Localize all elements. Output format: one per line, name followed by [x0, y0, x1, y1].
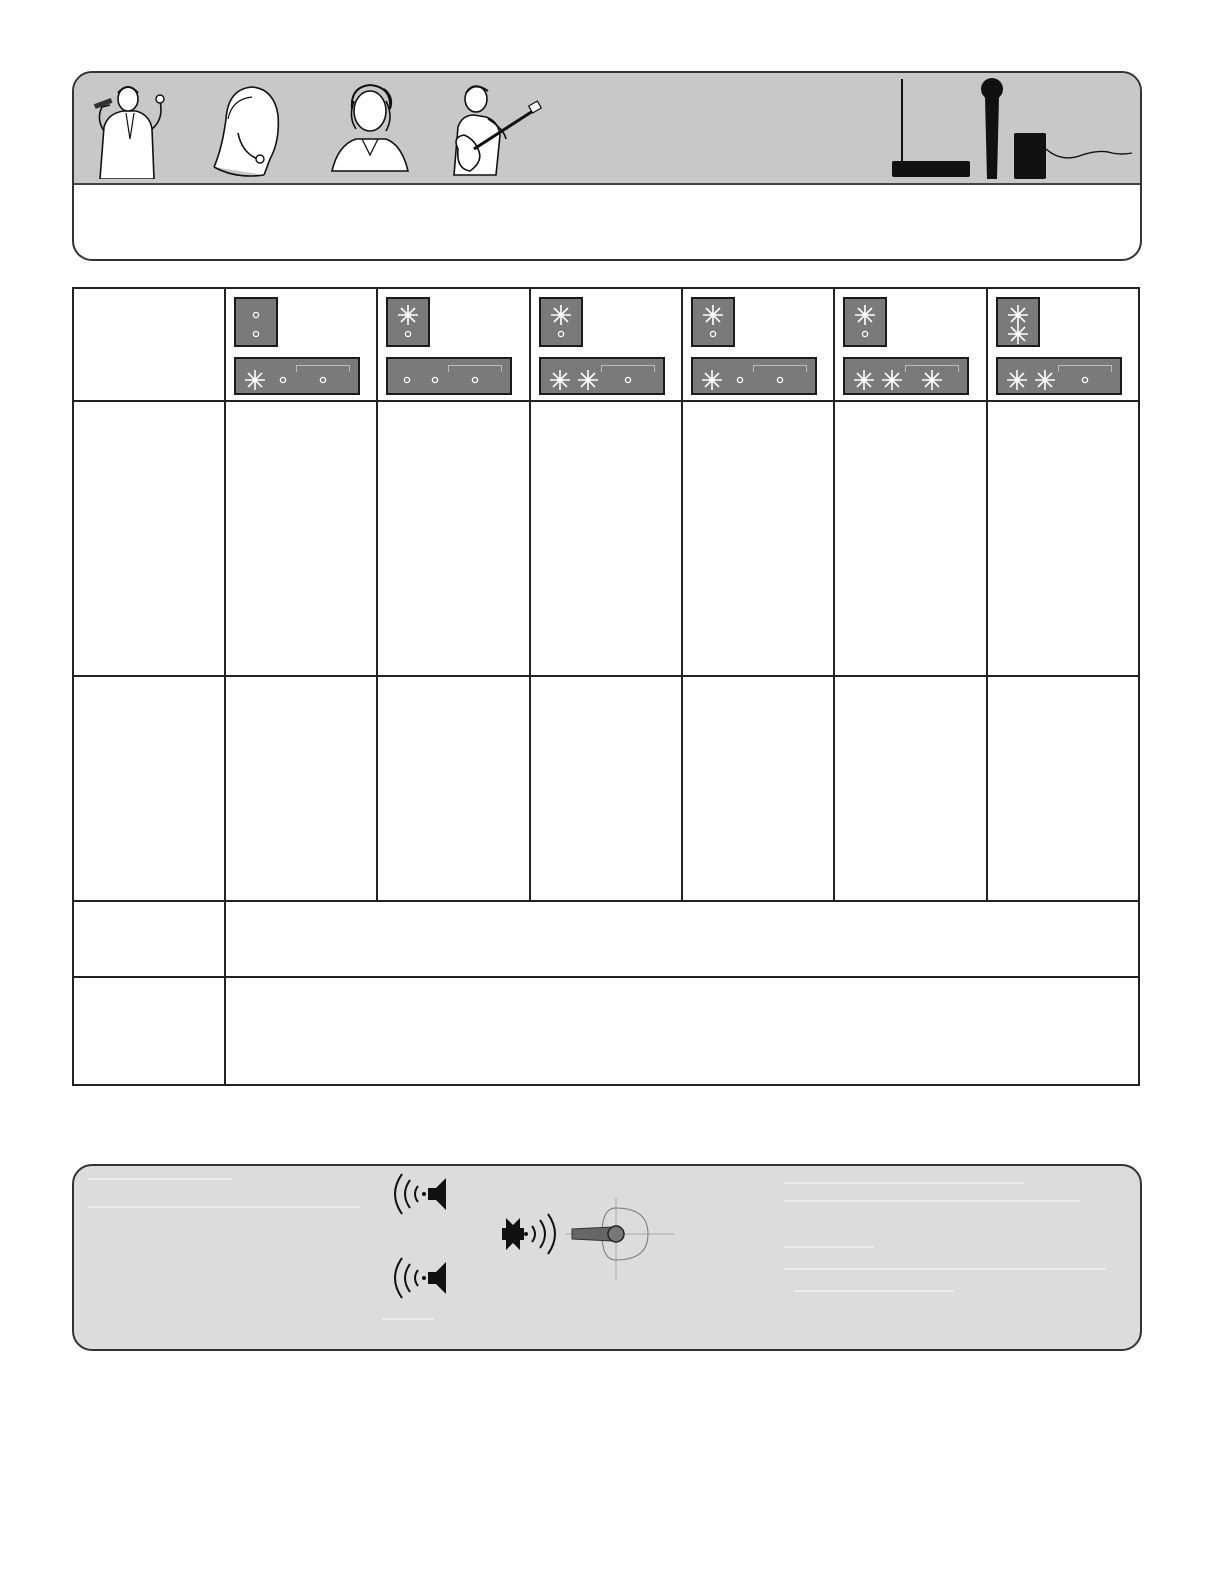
led-flashing-icon	[853, 369, 875, 391]
row-label	[73, 288, 225, 401]
faint-text-line	[784, 1246, 874, 1248]
led-off-icon	[396, 369, 418, 391]
table-cell	[987, 676, 1139, 901]
receiver-led-panel	[234, 357, 360, 395]
led-flashing-icon	[1034, 369, 1056, 391]
faint-text-line	[382, 1318, 434, 1320]
receiver-led-panel	[386, 357, 512, 395]
feedback-tip-panel	[72, 1164, 1142, 1351]
headset-performer-icon	[208, 79, 288, 179]
led-icon-row	[73, 288, 1139, 401]
led-off-icon	[702, 323, 724, 345]
note-row	[73, 901, 1139, 977]
led-flashing-icon	[1006, 369, 1028, 391]
singer-handheld-icon	[90, 79, 170, 179]
led-off-icon	[854, 323, 876, 345]
led-flashing-icon	[701, 369, 723, 391]
receiver-bracket	[448, 365, 502, 372]
transmitter-led-panel	[691, 297, 735, 347]
solution-row	[73, 676, 1139, 901]
speaker-icon	[392, 1172, 452, 1216]
speaker-icon	[392, 1256, 452, 1300]
table-cell	[377, 401, 529, 676]
transmitter-led-panel	[386, 297, 430, 347]
table-cell	[834, 401, 986, 676]
status-column	[530, 288, 682, 401]
transmitter-led-panel	[996, 297, 1040, 347]
receiver-led-panel	[539, 357, 665, 395]
led-off-icon	[397, 323, 419, 345]
receiver-bracket	[296, 365, 350, 372]
table-cell	[377, 676, 529, 901]
faint-text-line	[784, 1268, 1106, 1270]
led-flashing-icon	[881, 369, 903, 391]
table-cell	[225, 401, 377, 676]
lavalier-performer-icon	[328, 79, 412, 179]
faint-text-line	[794, 1290, 954, 1292]
receiver-led-panel	[996, 357, 1122, 395]
led-flashing-icon	[577, 369, 599, 391]
led-off-icon	[769, 369, 791, 391]
table-cell	[834, 676, 986, 901]
led-flashing-icon	[921, 369, 943, 391]
header-illustration-band	[74, 73, 1140, 185]
table-cell	[987, 401, 1139, 676]
equipment-illustration	[886, 75, 1136, 181]
led-off-icon	[729, 369, 751, 391]
transmitter-led-panel	[843, 297, 887, 347]
problem-row	[73, 401, 1139, 676]
note-row	[73, 977, 1139, 1085]
led-status-table	[72, 287, 1140, 1086]
led-off-icon	[550, 323, 572, 345]
row-label	[73, 676, 225, 901]
transmitter-led-panel	[234, 297, 278, 347]
led-off-icon	[1074, 369, 1096, 391]
status-column	[225, 288, 377, 401]
receiver-bracket	[1058, 365, 1112, 372]
led-flashing-icon	[244, 369, 266, 391]
microphone-polar-pattern-icon	[562, 1194, 682, 1284]
faint-text-line	[784, 1182, 1024, 1184]
receiver-bracket	[905, 365, 959, 372]
led-flashing-icon	[1007, 323, 1029, 345]
receiver-bracket	[601, 365, 655, 372]
led-off-icon	[617, 369, 639, 391]
table-cell	[530, 401, 682, 676]
status-column	[682, 288, 834, 401]
receiver-icon	[892, 79, 970, 177]
led-off-icon	[464, 369, 486, 391]
table-cell	[682, 676, 834, 901]
table-cell	[225, 676, 377, 901]
table-cell	[530, 676, 682, 901]
led-off-icon	[424, 369, 446, 391]
faint-text-line	[88, 1178, 233, 1180]
table-cell-wide	[225, 977, 1139, 1085]
transmitter-led-panel	[539, 297, 583, 347]
led-off-icon	[312, 369, 334, 391]
receiver-led-panel	[843, 357, 969, 395]
handheld-mic-icon	[981, 78, 1003, 179]
status-column	[377, 288, 529, 401]
header-caption	[94, 197, 1120, 237]
bodypack-icon	[1014, 133, 1132, 179]
led-flashing-icon	[549, 369, 571, 391]
status-column	[834, 288, 986, 401]
table-cell	[682, 401, 834, 676]
header-panel	[72, 71, 1142, 261]
faint-text-line	[784, 1200, 1080, 1202]
led-off-icon	[245, 323, 267, 345]
led-off-icon	[272, 369, 294, 391]
speaker-icon	[500, 1212, 560, 1256]
receiver-led-panel	[691, 357, 817, 395]
receiver-bracket	[753, 365, 807, 372]
row-label	[73, 401, 225, 676]
row-label	[73, 977, 225, 1085]
faint-text-line	[88, 1206, 360, 1208]
table-cell-wide	[225, 901, 1139, 977]
guitarist-icon	[444, 79, 544, 179]
row-label	[73, 901, 225, 977]
status-column	[987, 288, 1139, 401]
